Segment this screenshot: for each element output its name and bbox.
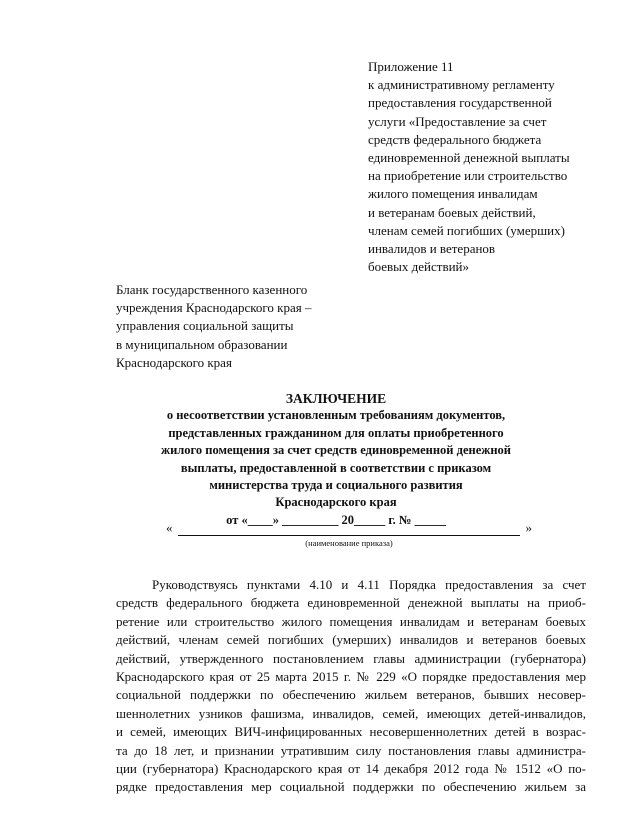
blank-line: управления социальной защиты [116,318,294,334]
body-line: средств федерального бюджета единовременной денежной выплаты на приоб- [116,595,586,611]
appendix-line: единовременной денежной выплаты [368,150,570,166]
blank-line: Бланк государственного казенного [116,282,308,297]
conclusion-date-line: от «____» _________ 20_____ г. № _____ [226,512,446,527]
blank-line: учреждения Краснодарского края – [116,300,312,316]
order-name-underline [178,535,520,536]
body-line: рядке предоставления мер социальной поддержки по обеспечению жильем за [116,779,586,795]
body-paragraph [116,576,586,797]
conclusion-subtitle-line: о несоответствии установленным требованиям документов, [166,408,506,423]
appendix-line: и ветеранам боевых действий, [368,204,536,220]
blank-line: в муниципальном образовании [116,336,288,352]
appendix-line: предоставления государственной [368,95,552,111]
body-line: действий, утвержденного постановлением главы администрации (губернатора) [116,650,586,666]
institution-blank [116,281,376,372]
body-line: ретение или строительство жилого помещения инвалидам и ветеранам боевых [116,613,586,629]
order-caption: (наименование приказа) [305,538,393,548]
conclusion-subtitle-line: министерства труда и социального развития [209,478,463,493]
conclusion-title [150,390,522,529]
body-line: ции (губернатора) Краснодарского края от 14 декабря 2012 года № 1512 «О по- [116,761,586,777]
order-close-quote: » [525,520,532,535]
conclusion-subtitle-line: представленных гражданином для оплаты приобретенного [168,425,504,440]
appendix-line: жилого помещения инвалидам [368,186,538,202]
body-line: действий, членам семей погибших (умерших) инвалидов и ветеранов боевых [116,632,586,648]
body-line: Руководствуясь пунктами 4.10 и 4.11 Порядка предоставления за счет [152,577,586,592]
appendix-note [368,58,618,276]
appendix-line: членам семей погибших (умерших) [368,222,565,238]
conclusion-subtitle-line: Краснодарского края [275,495,397,510]
order-open-quote: « [166,520,173,535]
order-name-field [166,520,532,540]
appendix-line: инвалидов и ветеранов [368,241,496,257]
appendix-line: средств федерального бюджета [368,131,542,147]
conclusion-subtitle-line: выплаты, предоставленной в соответствии с приказом [180,460,492,475]
conclusion-subtitle-line: жилого помещения за счет средств единовременной денежной [161,443,511,458]
appendix-line: услуги «Предоставление за счет [368,113,547,129]
appendix-line: Приложение 11 [368,59,454,74]
body-line: Краснодарского края от 25 марта 2015 г. № 229 «О порядке предоставления мер [116,669,586,685]
appendix-line: на приобретение или строительство [368,168,568,184]
conclusion-heading: ЗАКЛЮЧЕНИЕ [285,391,387,406]
body-line: шеннолетних узников фашизма, инвалидов, семей, имеющих детей-инвалидов, [116,705,586,721]
body-line: социальной поддержки по обеспечению жильем ветеранов, бывших несовер- [116,687,586,703]
body-line: и семей, имеющих ВИЧ-инфицированных несовершеннолетних детей в возрас- [116,724,586,740]
body-line: та до 18 лет, и признании утратившим силу постановления главы администра- [116,742,586,758]
appendix-line: к административному регламенту [368,77,555,93]
appendix-line: боевых действий» [368,259,470,275]
blank-line: Краснодарского края [116,354,232,370]
